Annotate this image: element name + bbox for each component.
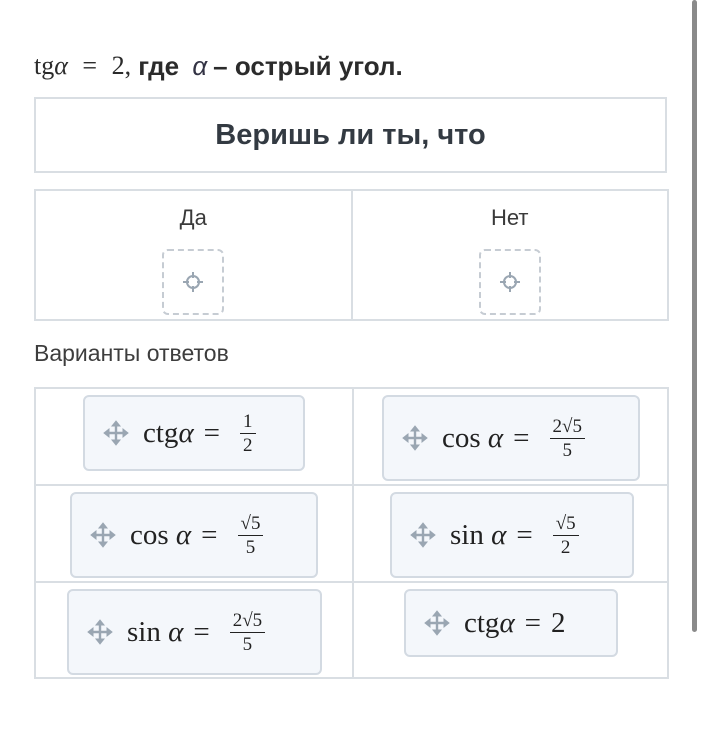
- move-arrows-icon: [402, 425, 428, 451]
- question-where: где: [131, 50, 187, 81]
- answer-fraction: [238, 514, 264, 557]
- fraction-denominator: 2: [243, 434, 253, 456]
- question-var: α: [54, 51, 68, 80]
- answer-var: α: [175, 518, 192, 551]
- answer-var: α: [168, 615, 184, 648]
- answer-card-cos-sqrt5[interactable]: [70, 492, 318, 578]
- answer-eq: =: [203, 416, 221, 449]
- move-arrows-icon: [424, 610, 450, 636]
- answer-fn: cos: [442, 421, 488, 454]
- crosshair-icon: [182, 271, 204, 293]
- answer-var: α: [499, 606, 515, 639]
- move-arrows-icon: [87, 619, 113, 645]
- answer-eq: =: [201, 518, 218, 551]
- move-arrows-icon: [103, 420, 129, 446]
- answers-label: Варианты ответов: [34, 340, 229, 366]
- answer-fn: sin: [127, 615, 169, 648]
- statement-title: Веришь ли ты, что: [215, 118, 486, 151]
- drop-slot-no[interactable]: [479, 249, 541, 315]
- fraction-denominator: 5: [245, 536, 256, 558]
- question-formula: [34, 51, 131, 81]
- grid-divider: [352, 389, 354, 677]
- answer-fn: ctg: [464, 606, 500, 639]
- column-no: [351, 191, 668, 319]
- answer-card-cos-2sqrt5[interactable]: [382, 395, 640, 481]
- answer-var: α: [487, 421, 504, 454]
- column-yes-label: Да: [179, 205, 207, 230]
- answer-var: α: [178, 416, 194, 449]
- answer-eq: =: [524, 606, 542, 639]
- answer-fraction: [240, 412, 256, 455]
- question-fn: tg: [34, 51, 55, 80]
- drop-table: [34, 189, 669, 321]
- question-eq: =: [82, 51, 98, 80]
- answer-expression: [450, 514, 579, 557]
- question-text: [34, 50, 403, 82]
- crosshair-icon: [499, 271, 521, 293]
- statement-header: [34, 97, 667, 173]
- answer-fn: sin: [450, 518, 492, 551]
- answer-fraction: [550, 417, 585, 460]
- fraction-numerator: 2√5: [230, 611, 265, 633]
- fraction-numerator: √5: [553, 514, 579, 536]
- question-rest: – острый угол.: [213, 50, 403, 81]
- answer-expression: [130, 514, 263, 557]
- answer-card-sin-sqrt5-2[interactable]: [390, 492, 634, 578]
- answer-card-ctg-2[interactable]: [404, 589, 618, 657]
- answer-expression: [464, 607, 566, 640]
- drop-slot-yes[interactable]: [162, 249, 224, 315]
- column-no-label: Нет: [491, 205, 529, 230]
- move-arrows-icon: [90, 522, 116, 548]
- answer-eq: =: [193, 615, 210, 648]
- fraction-numerator: 2√5: [550, 417, 585, 439]
- question-alpha: α: [192, 50, 208, 81]
- answer-fraction: [553, 514, 579, 557]
- answer-expression: [143, 412, 256, 455]
- answer-expression: [127, 611, 265, 654]
- move-arrows-icon: [410, 522, 436, 548]
- fraction-denominator: 5: [562, 439, 572, 461]
- question-val: 2,: [111, 51, 132, 80]
- grid-divider: [36, 484, 667, 486]
- fraction-numerator: √5: [238, 514, 264, 536]
- answer-eq: =: [513, 421, 530, 454]
- fraction-denominator: 5: [242, 633, 253, 655]
- answer-value: 2: [551, 606, 566, 639]
- answers-grid: [34, 387, 669, 679]
- grid-divider: [36, 581, 667, 583]
- answer-eq: =: [516, 518, 533, 551]
- column-yes: [36, 191, 351, 319]
- answer-fn: cos: [130, 518, 176, 551]
- fraction-numerator: 1: [240, 412, 256, 434]
- answer-card-ctg-half[interactable]: [83, 395, 305, 471]
- fraction-denominator: 2: [560, 536, 571, 558]
- answer-card-sin-2sqrt5[interactable]: [67, 589, 322, 675]
- answer-fn: ctg: [143, 416, 179, 449]
- answer-fraction: [230, 611, 265, 654]
- scrollbar[interactable]: [692, 0, 697, 632]
- answer-expression: [442, 417, 585, 460]
- answer-var: α: [491, 518, 507, 551]
